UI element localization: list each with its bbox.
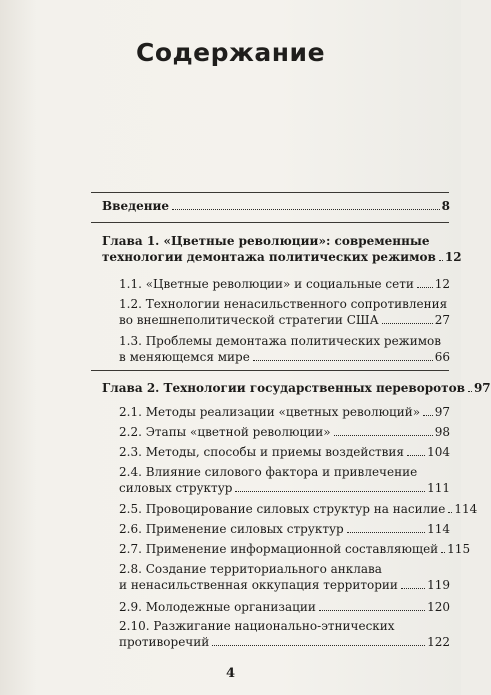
divider-top bbox=[91, 192, 449, 193]
toc-entry-page: 115 bbox=[447, 542, 471, 556]
toc-entry-text: 2.5. Провоцирование силовых структур на насилие bbox=[119, 502, 446, 516]
toc-entry-2-1[interactable] bbox=[119, 404, 450, 420]
toc-entry-text: Глава 1. «Цветные революции»: современные bbox=[102, 234, 430, 248]
toc-entry-page: 66 bbox=[434, 350, 450, 364]
toc-entry-text: 1.3. Проблемы демонтажа политических режимов bbox=[119, 334, 442, 348]
toc-entry-page: 97 bbox=[434, 405, 450, 419]
page-number: 4 bbox=[225, 666, 236, 681]
toc-entry-text: противоречий bbox=[119, 635, 210, 649]
toc-entry-intro[interactable] bbox=[102, 198, 450, 214]
dot-leader bbox=[235, 491, 425, 492]
toc-entry-page: 12 bbox=[434, 277, 450, 291]
toc-entry-text: 2.7. Применение информационной составляющей bbox=[119, 542, 439, 556]
toc-entry-text: 2.1. Методы реализации «цветных революций» bbox=[119, 405, 421, 419]
dot-leader bbox=[382, 323, 433, 324]
toc-entry-page: 111 bbox=[427, 481, 450, 495]
toc-entry-2-10[interactable] bbox=[119, 618, 450, 650]
divider bbox=[91, 222, 449, 223]
toc-entry-2-3[interactable] bbox=[119, 444, 450, 460]
dot-leader bbox=[172, 209, 440, 210]
dot-leader bbox=[468, 391, 472, 392]
toc-entry-2-5[interactable] bbox=[119, 501, 478, 517]
toc-entry-text: силовых структур bbox=[119, 481, 233, 495]
dot-leader bbox=[401, 588, 425, 589]
dot-leader bbox=[441, 552, 445, 553]
toc-entry-text: 2.6. Применение силовых структур bbox=[119, 522, 344, 536]
toc-entry-text: 2.3. Методы, способы и приемы воздействия bbox=[119, 445, 404, 459]
toc-entry-page: 114 bbox=[427, 522, 450, 536]
toc-entry-page: 98 bbox=[434, 425, 450, 439]
toc-entry-2-8[interactable] bbox=[119, 561, 450, 593]
toc-entry-page: 97 bbox=[473, 381, 491, 395]
toc-entry-text: 1.1. «Цветные революции» и социальные сети bbox=[119, 277, 414, 291]
toc-entry-page: 119 bbox=[427, 578, 450, 592]
toc-entry-text: технологии демонтажа политических режимов bbox=[102, 250, 436, 264]
toc-entry-chapter-2[interactable] bbox=[102, 380, 491, 396]
dot-leader bbox=[212, 645, 425, 646]
divider bbox=[91, 370, 449, 371]
toc-entry-2-2[interactable] bbox=[119, 424, 450, 440]
dot-leader bbox=[448, 512, 452, 513]
toc-entry-text: Глава 2. Технологии государственных переворотов bbox=[102, 381, 465, 395]
toc-entry-1-2[interactable] bbox=[119, 296, 450, 328]
toc-entry-text: во внешнеполитической стратегии США bbox=[119, 313, 379, 327]
toc-entry-2-6[interactable] bbox=[119, 521, 450, 537]
toc-entry-page: 8 bbox=[441, 199, 450, 213]
dot-leader bbox=[334, 435, 433, 436]
dot-leader bbox=[423, 415, 433, 416]
dot-leader bbox=[407, 455, 425, 456]
dot-leader bbox=[253, 360, 433, 361]
toc-entry-2-7[interactable] bbox=[119, 541, 471, 557]
toc-entry-text: 2.10. Разжигание национально-этнических bbox=[119, 619, 395, 633]
toc-entry-page: 122 bbox=[427, 635, 450, 649]
toc-entry-1-3[interactable] bbox=[119, 333, 450, 365]
toc-entry-2-4[interactable] bbox=[119, 464, 450, 496]
toc-entry-text: 2.8. Создание территориального анклава bbox=[119, 562, 382, 576]
dot-leader bbox=[417, 287, 433, 288]
toc-entry-page: 120 bbox=[427, 600, 450, 614]
page-title: Содержание bbox=[135, 38, 326, 67]
toc-entry-text: 2.2. Этапы «цветной революции» bbox=[119, 425, 331, 439]
dot-leader bbox=[439, 260, 443, 261]
toc-entry-2-9[interactable] bbox=[119, 599, 450, 615]
toc-entry-page: 27 bbox=[434, 313, 450, 327]
toc-entry-page: 12 bbox=[444, 250, 462, 264]
toc-entry-1-1[interactable] bbox=[119, 276, 450, 292]
dot-leader bbox=[347, 532, 425, 533]
toc-entry-text: 2.9. Молодежные организации bbox=[119, 600, 316, 614]
toc-entry-text: и ненасильственная оккупация территории bbox=[119, 578, 398, 592]
toc-entry-text: Введение bbox=[102, 199, 170, 213]
dot-leader bbox=[319, 610, 425, 611]
toc-entry-page: 104 bbox=[427, 445, 450, 459]
toc-entry-page: 114 bbox=[454, 502, 478, 516]
toc-entry-text: в меняющемся мире bbox=[119, 350, 250, 364]
toc-entry-text: 1.2. Технологии ненасильственного сопротивления bbox=[119, 297, 448, 311]
toc-entry-chapter-1[interactable] bbox=[102, 233, 462, 265]
toc-entry-text: 2.4. Влияние силового фактора и привлечение bbox=[119, 465, 418, 479]
